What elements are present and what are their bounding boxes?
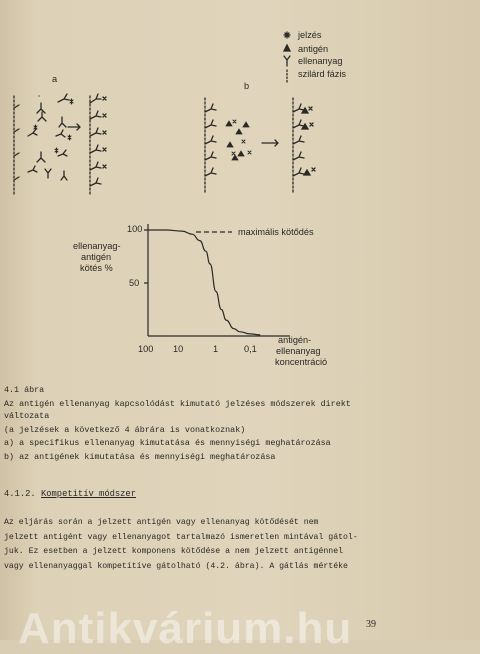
arrow-a [68, 124, 80, 130]
x-tick-10: 10 [173, 344, 184, 354]
panel-a-left [14, 94, 69, 194]
paragraph-line: jelzett antigént vagy ellenanyagot tartalmazó ismeretlen mintával gátol- [4, 532, 358, 542]
x-tick-100: 100 [138, 344, 154, 354]
y-axis-label-line2: antigén [81, 252, 112, 262]
arrow-b [262, 140, 278, 146]
legend-label-szilard-fazis: szilárd fázis [298, 69, 346, 79]
x-tick-0-1: 0,1 [244, 344, 257, 354]
caption-line-3: (a jelzések a következő 4 ábrára is vonatkoznak) [4, 425, 246, 435]
paragraph-line: Az eljárás során a jelzett antigén vagy ellenanyag kötődését nem [4, 518, 319, 527]
caption-line-4: a) a specifikus ellenanyag kimutatása és mennyiségi meghatározása [4, 438, 331, 448]
paragraph-line: vagy ellenanyaggal kompetitíve gátolható (4.2. ábra). A gátlás mértéke [4, 561, 348, 571]
panel-b-label: b [244, 81, 250, 91]
caption-number: 4.1 ábra [4, 385, 45, 395]
section-number: 4.1.2. [4, 489, 36, 499]
page-number: 39 [366, 619, 376, 630]
legend-label-antigen: antigén [298, 44, 329, 54]
panel-a-label: a [52, 74, 58, 84]
legend-label-jelzes: jelzés [298, 30, 322, 40]
section-heading [4, 489, 136, 499]
y-axis-label-line1: ellenanyag- [73, 241, 121, 251]
section-title: Kompetitív módszer [40, 489, 136, 499]
caption-line-5: b) az antigének kimutatása és mennyiségi meghatározása [4, 452, 276, 462]
legend-label-ellenanyag: ellenanyag [298, 56, 343, 66]
legend-antibody-icon [284, 56, 290, 66]
x-axis-label-line2: ellenanyag [276, 346, 321, 356]
panel-b-right [293, 98, 315, 194]
x-tick-1: 1 [213, 344, 219, 354]
panel-a-stars [34, 99, 73, 153]
y-tick-50: 50 [129, 278, 140, 288]
x-axis-label-line3: koncentráció [275, 357, 328, 367]
binding-curve-chart [144, 224, 290, 336]
caption-line-2: változata [4, 411, 50, 421]
x-axis-label-line1: antigén- [278, 335, 312, 345]
panel-b-antigens [226, 121, 249, 160]
panel-b-left [205, 98, 216, 194]
max-binding-annotation: maximális kötődés [238, 227, 314, 237]
legend-star-icon [284, 32, 290, 38]
y-tick-100: 100 [127, 224, 143, 234]
paragraph-line: juk. Ez esetben a jelzett komponens kötődése a nem jelzett antigénnel [4, 547, 344, 557]
body-paragraph [4, 516, 376, 574]
y-axis-label-line3: kötés % [80, 263, 113, 273]
panel-a-right [90, 94, 106, 194]
binding-curve-line [148, 230, 260, 335]
legend-triangle-icon [284, 45, 290, 51]
caption-line-1: Az antigén ellenanyag kapcsolódást kimutató jelzéses módszerek direkt [4, 399, 351, 409]
watermark-logo: Antikvárium.hu [18, 604, 353, 653]
